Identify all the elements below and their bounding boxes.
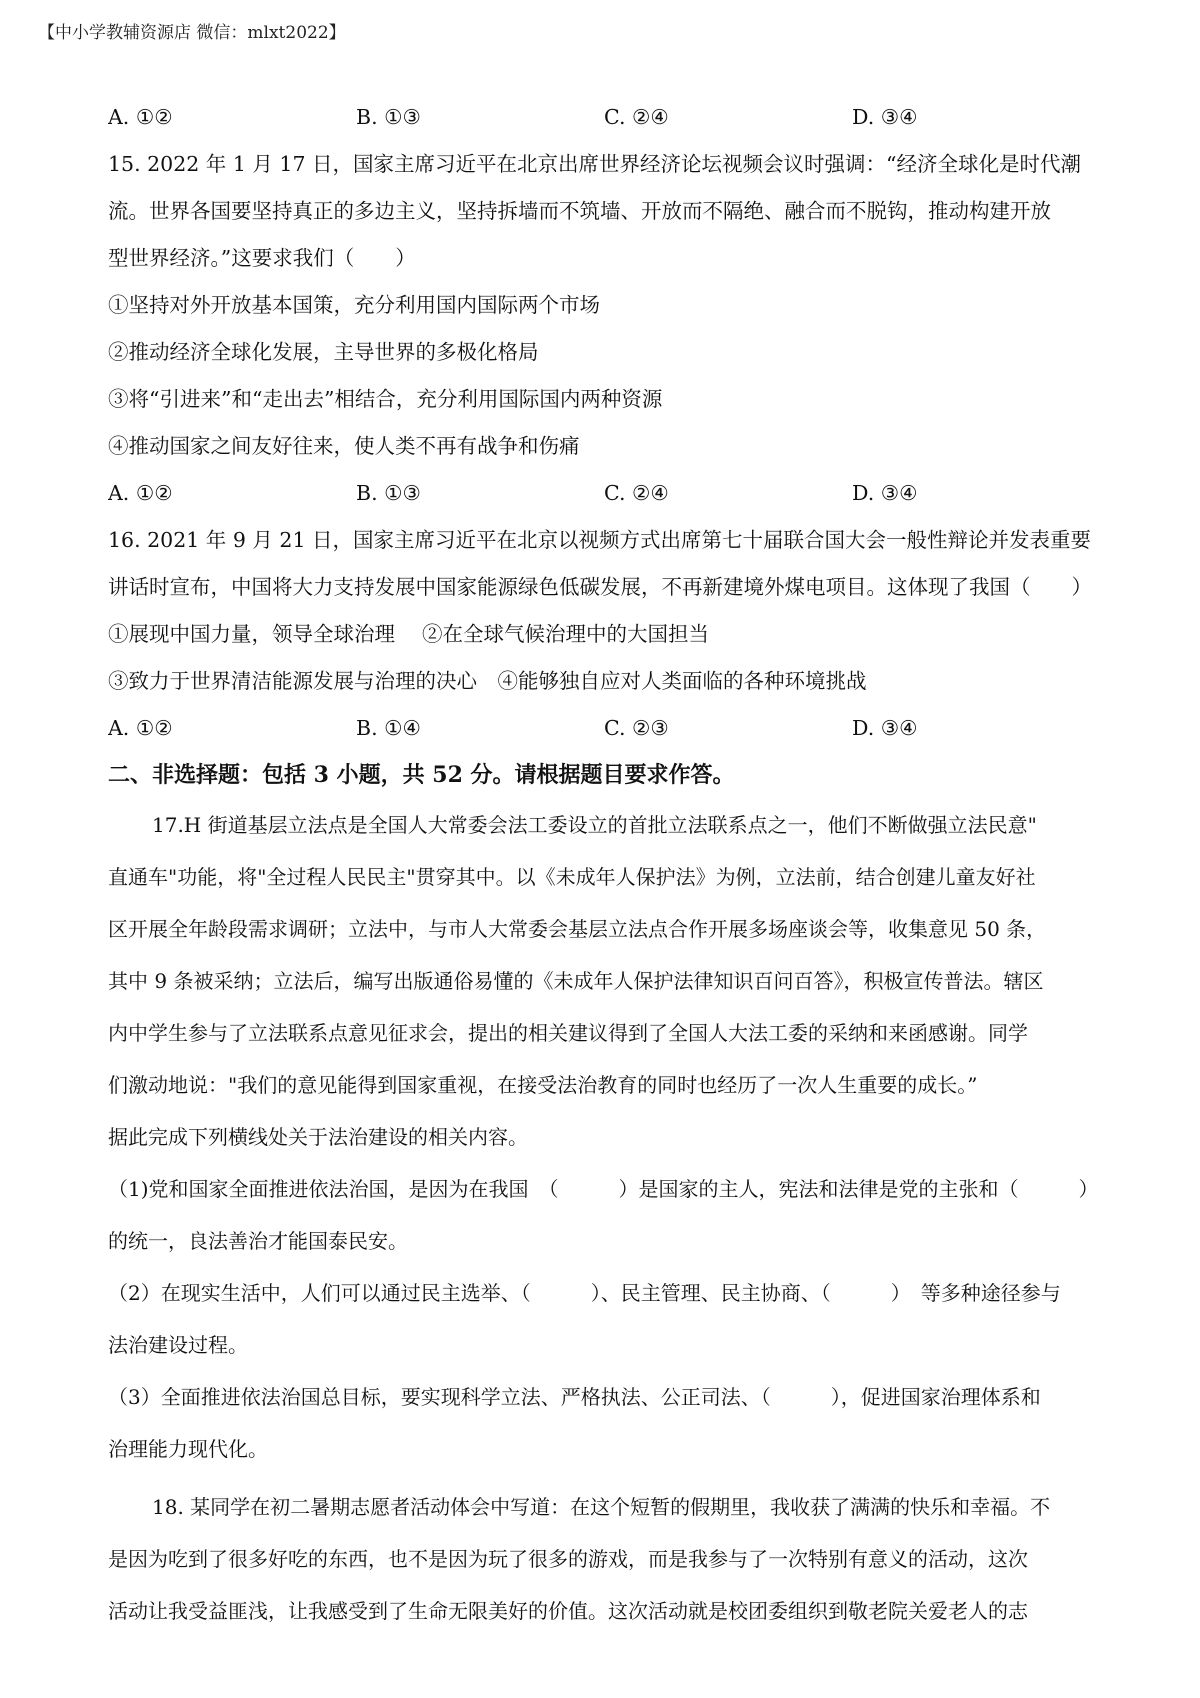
q17-subquestion: 法治建设过程。 [108, 1333, 248, 1357]
section-title: 二、非选择题：包括 3 小题，共 52 分。请根据题目要求作答。 [108, 762, 735, 788]
q16-line: 讲话时宣布，中国将大力支持发展中国家能源绿色低碳发展，不再新建境外煤电项目。这体现了我国（ ） [108, 575, 1092, 599]
q15-item: ④推动国家之间友好往来，使人类不再有战争和伤痛 [108, 434, 580, 458]
q17-line: 内中学生参与了立法联系点意见征求会，提出的相关建议得到了全国人大法工委的采纳和来函感谢。同学 [108, 1021, 1028, 1045]
page-header: 【中小学教辅资源店 微信：mlxt2022】 [38, 23, 346, 43]
option-a: A. ①② [108, 105, 173, 129]
question-17 [108, 799, 1106, 1475]
q15-item: ③将“引进来”和“走出去”相结合，充分利用国际国内两种资源 [108, 387, 663, 411]
q15-line: 15. 2022 年 1 月 17 日，国家主席习近平在北京出席世界经济论坛视频会议时强调：“经济全球化是时代潮 [108, 152, 1081, 176]
q18-line: 活动让我受益匪浅，让我感受到了生命无限美好的价值。这次活动就是校团委组织到敬老院关爱老人的志 [108, 1599, 1028, 1623]
q17-line: 其中 9 条被采纳；立法后，编写出版通俗易懂的《未成年人保护法律知识百问百答》，积极宣传普法。辖区 [108, 969, 1044, 993]
option-b: B. ①④ [356, 716, 421, 740]
content [108, 94, 1106, 1637]
q17-line: 直通车"功能，将"全过程人民民主"贯穿其中。以《未成年人保护法》为例，立法前，结合创建儿童友好社 [108, 865, 1036, 889]
option-c: C. ②④ [604, 105, 669, 129]
q17-subquestion: （1)党和国家全面推进依法治国，是因为在我国 （ ）是国家的主人，宪法和法律是党的主张和（ ） [108, 1177, 1099, 1201]
q14-options [108, 94, 1106, 141]
q17-line: 17.H 街道基层立法点是全国人大常委会法工委设立的首批立法联系点之一，他们不断做强立法民意" [152, 813, 1037, 837]
q18-line: 18. 某同学在初二暑期志愿者活动体会中写道：在这个短暂的假期里，我收获了满满的快乐和幸福。不 [152, 1495, 1051, 1519]
q15-options [108, 470, 1106, 517]
question-18 [108, 1481, 1106, 1637]
option-a: A. ①② [108, 716, 173, 740]
q16-line: 16. 2021 年 9 月 21 日，国家主席习近平在北京以视频方式出席第七十届联合国大会一般性辩论并发表重要 [108, 528, 1091, 552]
q16-item: ①展现中国力量，领导全球治理 ②在全球气候治理中的大国担当 [108, 622, 710, 646]
q16-item: ③致力于世界清洁能源发展与治理的决心 ④能够独自应对人类面临的各种环境挑战 [108, 669, 867, 693]
option-d: D. ③④ [852, 105, 918, 129]
q15-line: 流。世界各国要坚持真正的多边主义，坚持拆墙而不筑墙、开放而不隔绝、融合而不脱钩，推动构建开放 [108, 199, 1051, 223]
q17-subquestion: 治理能力现代化。 [108, 1437, 268, 1461]
option-b: B. ①③ [356, 105, 421, 129]
q17-subquestion: （2）在现实生活中，人们可以通过民主选举、（ ）、民主管理、民主协商、（ ） 等多种途径参与 [108, 1281, 1061, 1305]
option-b: B. ①③ [356, 481, 421, 505]
option-d: D. ③④ [852, 716, 918, 740]
q15-line: 型世界经济。”这要求我们（ ） [108, 246, 416, 270]
q18-line: 是因为吃到了很多好吃的东西，也不是因为玩了很多的游戏，而是我参与了一次特别有意义的活动，这次 [108, 1547, 1028, 1571]
q17-subquestion: （3）全面推进依法治国总目标，要实现科学立法、严格执法、公正司法、（ ），促进国家治理体系和 [108, 1385, 1041, 1409]
q15-item: ①坚持对外开放基本国策，充分利用国内国际两个市场 [108, 293, 600, 317]
q16-options [108, 705, 1106, 752]
q17-line: 据此完成下列横线处关于法治建设的相关内容。 [108, 1125, 528, 1149]
option-a: A. ①② [108, 481, 173, 505]
question-15 [108, 141, 1106, 517]
q17-line: 区开展全年龄段需求调研；立法中，与市人大常委会基层立法点合作开展多场座谈会等，收集意见 50 条， [108, 917, 1047, 941]
option-c: C. ②③ [604, 716, 669, 740]
option-c: C. ②④ [604, 481, 669, 505]
q17-subquestion: 的统一，良法善治才能国泰民安。 [108, 1229, 408, 1253]
q15-item: ②推动经济全球化发展，主导世界的多极化格局 [108, 340, 539, 364]
option-d: D. ③④ [852, 481, 918, 505]
q17-line: 们激动地说："我们的意见能得到国家重视，在接受法治教育的同时也经历了一次人生重要的成长。” [108, 1073, 978, 1097]
question-16 [108, 517, 1106, 752]
